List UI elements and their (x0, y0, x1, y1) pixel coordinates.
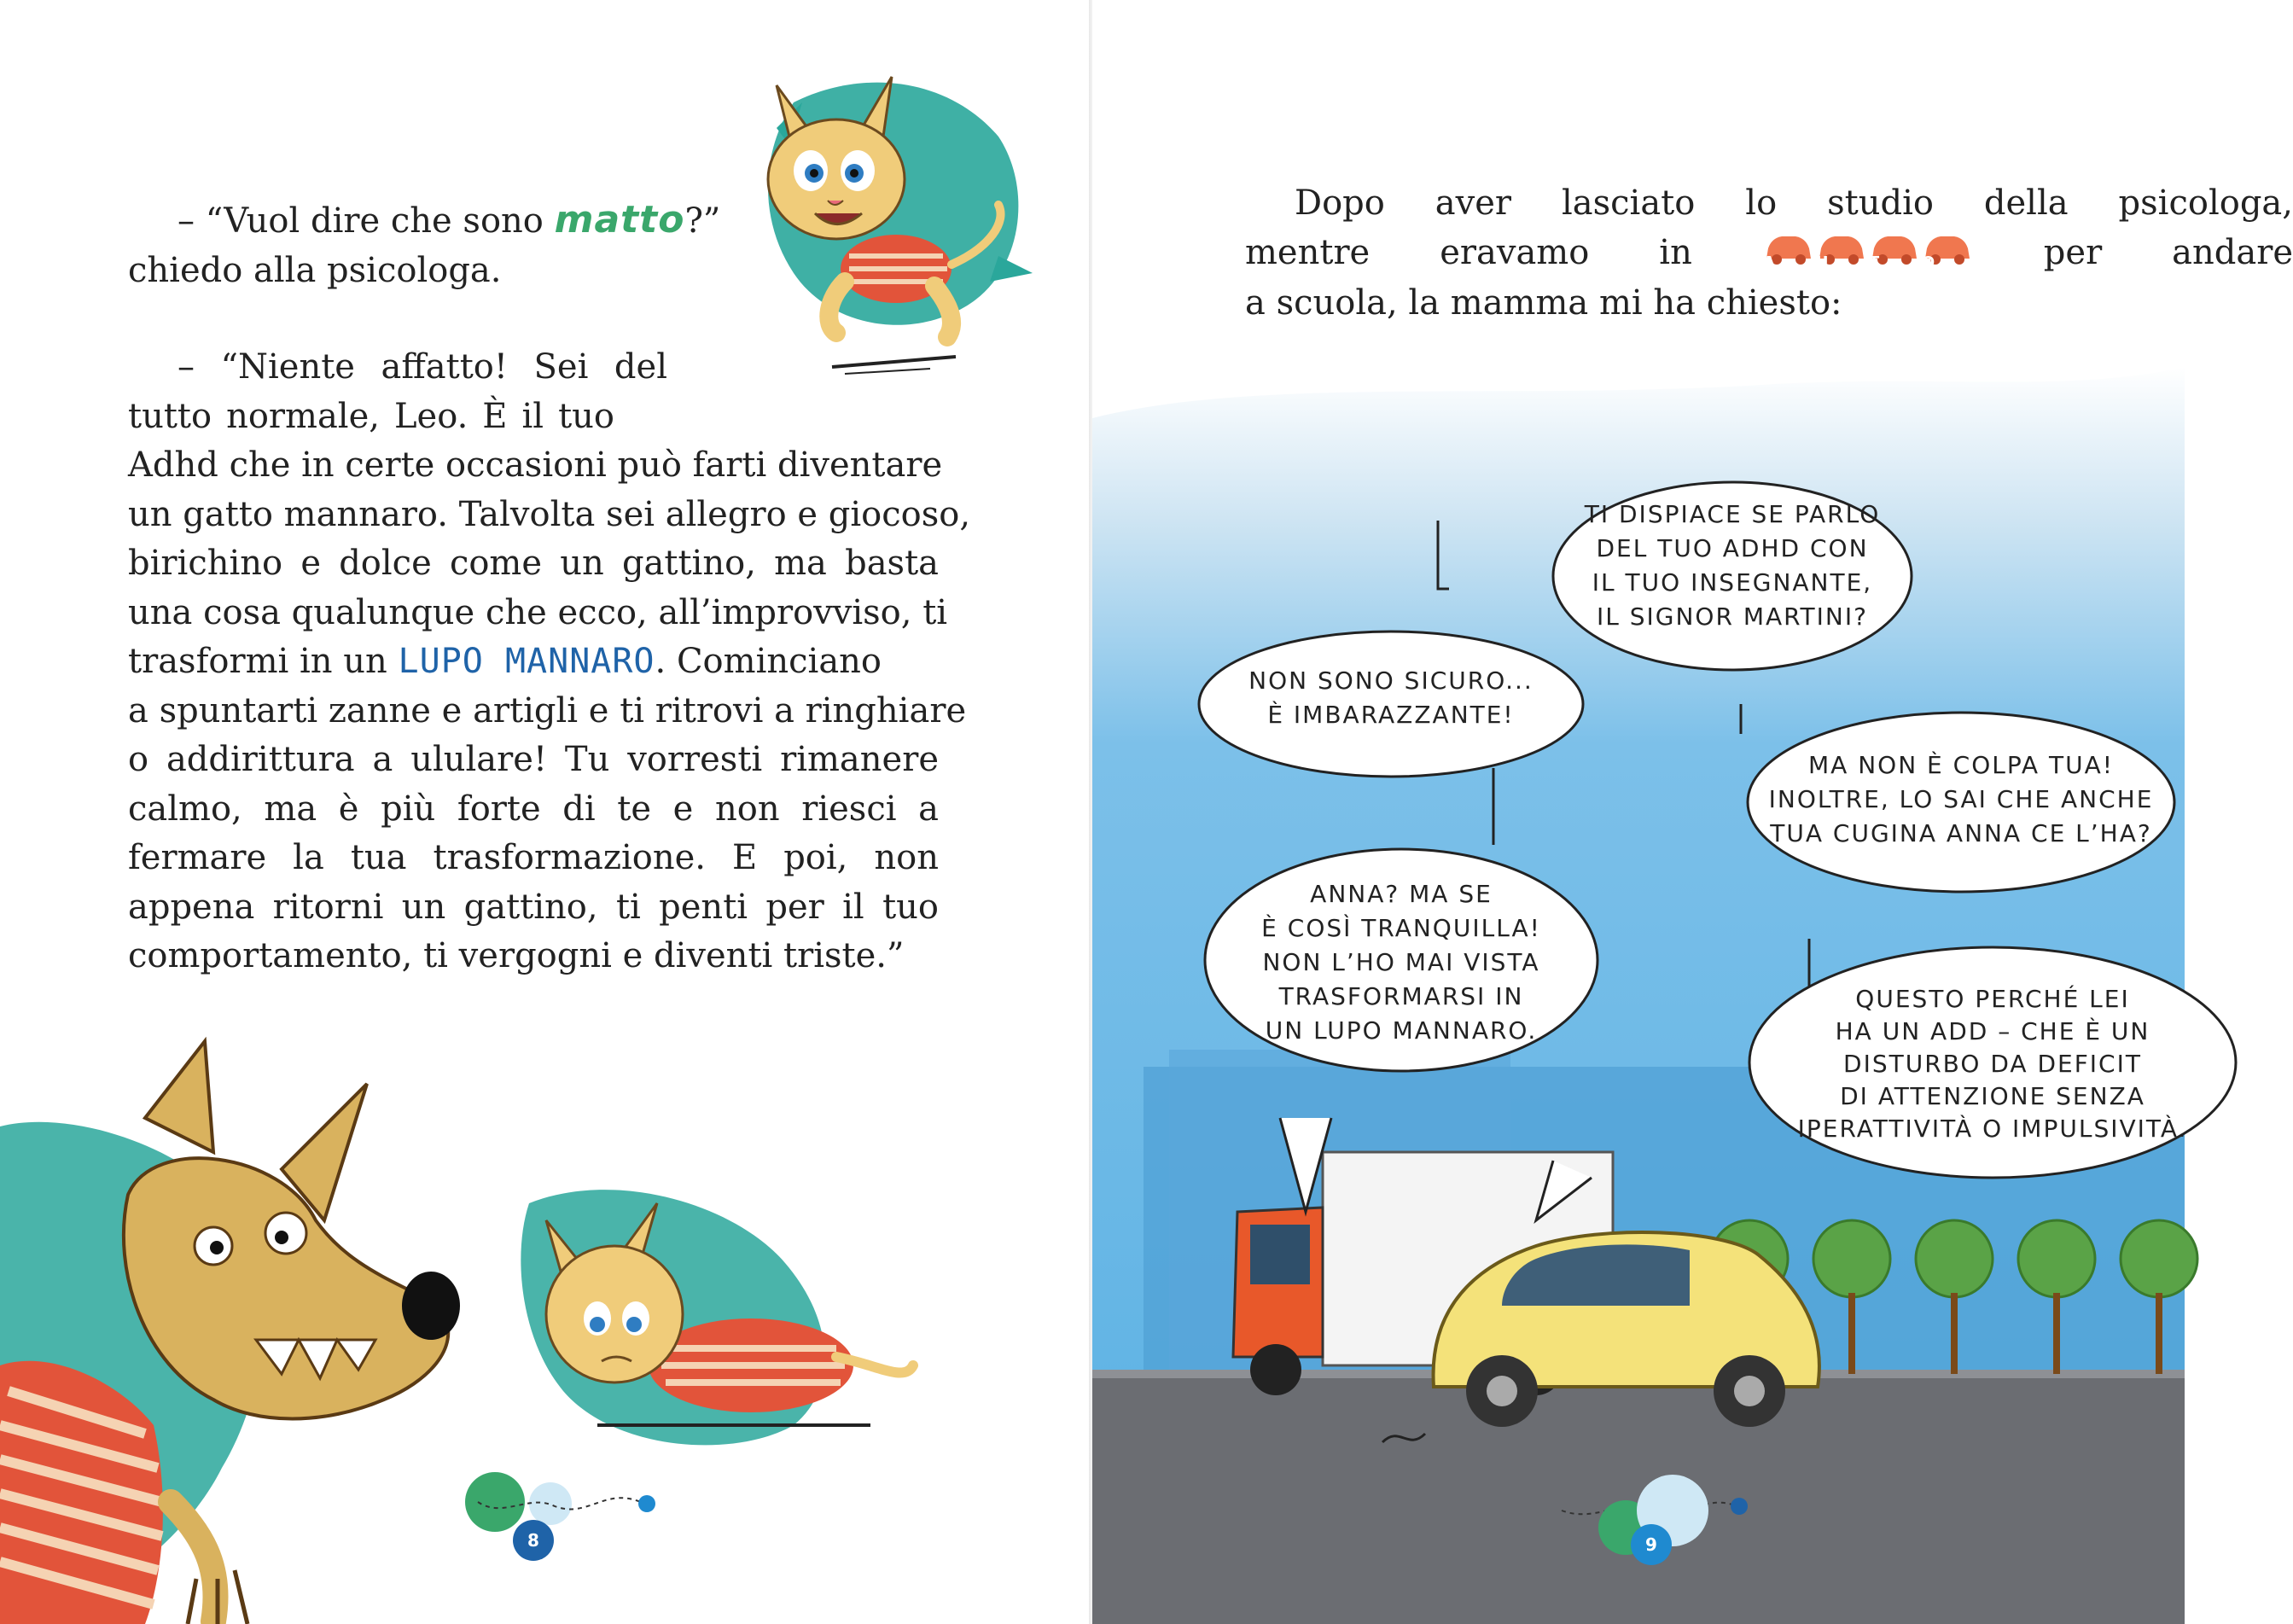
text-line: a scuola, la mamma mi ha chiesto: (1245, 283, 1842, 323)
car-letter (1815, 233, 1867, 271)
text-span: ?” (684, 201, 721, 241)
matto-word: matto (554, 198, 685, 242)
text-span: per andare (2043, 232, 2293, 272)
page-number-text: 9 (1645, 1534, 1657, 1555)
bubble-line: È COSÌ TRANQUILLA! (1261, 914, 1541, 942)
lupo-mannaro-word: LUPO MANNARO (398, 642, 655, 681)
bubble-line: TRASFORMARSI IN (1278, 982, 1524, 1010)
bubble-line: TUA CUGINA ANNA CE L’HA? (1770, 819, 2152, 847)
text-line (128, 195, 742, 247)
car-letter (1868, 233, 1920, 271)
sad-cat-icon (512, 1169, 922, 1459)
text-span: mentre eravamo in (1245, 232, 1692, 272)
car-letter-text: A (1762, 253, 1775, 271)
intro-paragraph (1245, 179, 2293, 329)
bubble-line: DISTURBO DA DEFICIT (1843, 1050, 2142, 1078)
text-span: – “Vuol dire che sono (178, 201, 555, 241)
bubble-mom-2 (1748, 713, 2174, 892)
car-letter-text: T (1868, 253, 1880, 271)
bubble-leo-1 (1199, 632, 1583, 777)
text-line: comportamento, ti vergogni e diventi triste.” (128, 936, 905, 975)
text-line: una cosa qualunque che ecco, all’improvviso, ti (128, 592, 948, 632)
car-letter (1762, 233, 1814, 271)
cat-running-icon (742, 51, 1067, 384)
bubble-line: INOLTRE, LO SAI CHE ANCHE (1768, 785, 2154, 813)
speech-bubbles (1092, 367, 2188, 1220)
car-letter (1921, 233, 1973, 271)
text-line: – “Niente affatto! Sei del (178, 347, 667, 387)
bubble-line: IL SIGNOR MARTINI? (1597, 602, 1868, 631)
svg-text:MA NON È COLPA TUA!INOLTRE, LO (1769, 750, 2154, 847)
bubble-line: TI DISPIACE SE PARLO (1584, 500, 1881, 528)
text-line: Adhd che in certe occasioni può farti diventare (128, 445, 943, 485)
bubble-leo-2 (1205, 849, 1598, 1071)
left-page (0, 0, 1092, 1624)
bubble-line: IPERATTIVITÀ O IMPULSIVITÀ. (1797, 1115, 2188, 1143)
page-number-text: 8 (527, 1530, 539, 1551)
text-line: tutto normale, Leo. È il tuo (128, 396, 614, 436)
bubble-line: DI ATTENZIONE SENZA (1840, 1082, 2145, 1110)
text-line: chiedo alla psicologa. (128, 250, 502, 290)
text-line: appena ritorni un gattino, ti penti per il tuo (128, 887, 939, 927)
dialogue-paragraph-2 (128, 343, 971, 981)
bubble-mom-1 (1553, 482, 1912, 670)
text-line: birichino e dolce come un gattino, ma basta (128, 544, 939, 583)
bubble-line: UN LUPO MANNARO. (1265, 1016, 1538, 1045)
dialogue-paragraph-1 (128, 195, 742, 295)
text-line: Dopo aver lasciato lo studio della psicologa, (1295, 183, 2293, 223)
bubble-line: HA UN ADD – CHE È UN (1835, 1017, 2150, 1045)
text-line: calmo, ma è più forte di te e non riesci a (128, 789, 939, 829)
page-number-9 (1545, 1464, 1749, 1575)
car-letter-text: U (1815, 253, 1829, 271)
bubble-line: ANNA? MA SE (1310, 880, 1493, 908)
text-line: fermare la tua trasformazione. E poi, non (128, 838, 939, 877)
text-line: a spuntarti zanne e artigli e ti ritrovi a ringhiare (128, 690, 967, 731)
bubble-line: NON SONO SICURO... (1248, 666, 1534, 695)
bubble-mom-3 (1749, 947, 2236, 1178)
right-page (1092, 0, 2293, 1624)
bubble-line: DEL TUO ADHD CON (1596, 534, 1869, 562)
bubble-line: NON L’HO MAI VISTA (1262, 948, 1540, 976)
bubble-line: IL TUO INSEGNANTE, (1592, 568, 1873, 597)
text-line: un gatto mannaro. Talvolta sei allegro e giocoso, (128, 494, 971, 534)
page-number-8 (461, 1459, 666, 1570)
text-line (128, 637, 939, 687)
text-line: o addirittura a ululare! Tu vorresti rimanere (128, 740, 939, 779)
werewolf-icon (0, 1024, 495, 1624)
car-letter-text: O (1921, 253, 1935, 271)
bubble-line: QUESTO PERCHÉ LEI (1855, 985, 2130, 1013)
bubble-line: È IMBARAZZANTE! (1267, 701, 1515, 729)
text-span: . Cominciano (655, 642, 882, 681)
bubble-line: MA NON È COLPA TUA! (1808, 751, 2114, 779)
text-line (1245, 229, 2293, 280)
text-span: trasformi in un (128, 642, 399, 681)
auto-car-word (1762, 230, 1974, 280)
svg-text:QUESTO PERCHÉ LEIHA UN ADD – C (1798, 984, 2188, 1143)
